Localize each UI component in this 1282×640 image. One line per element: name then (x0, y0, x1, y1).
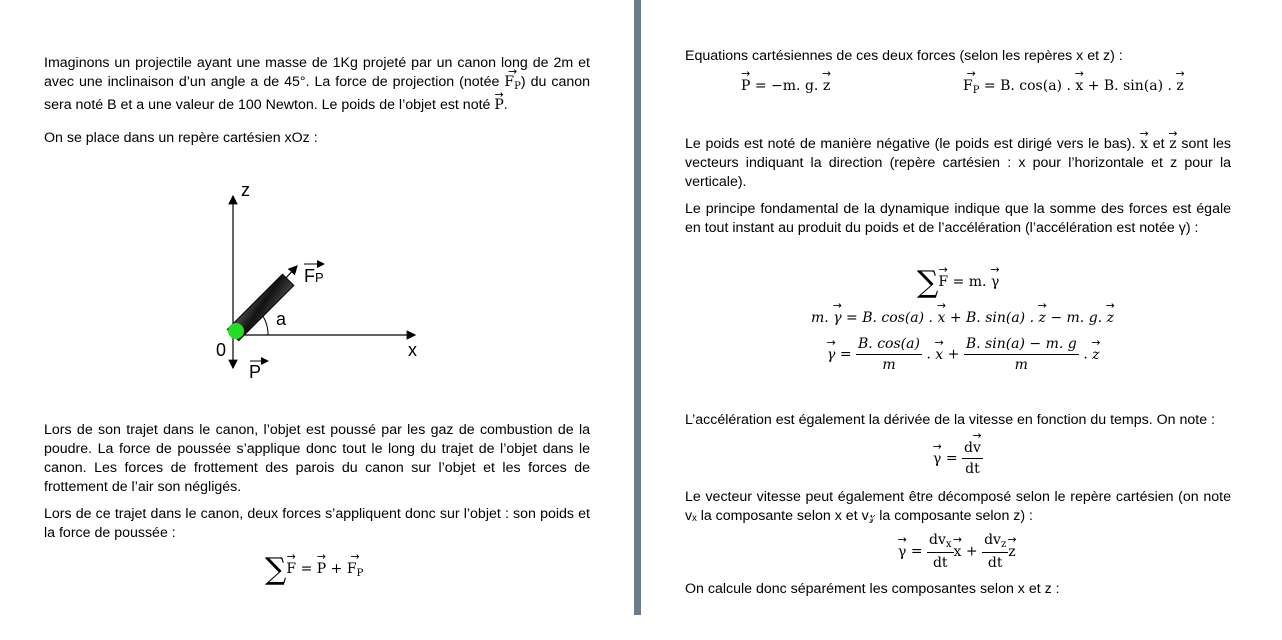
newton-equation: ∑→ F = m. → γ (917, 265, 999, 300)
intro-text: Imaginons un projectile ayant une masse de 1Kg projeté par un canon long de 2m et avec une inclinaison d’un angle a de 45°. La force de projection (notée (44, 55, 590, 90)
p-label: P (249, 362, 262, 382)
projectile (228, 323, 244, 339)
velocity-equation: → γ = $\frac{dv_x}{dt}$ → x + $\frac{dv_z}{dt}$ → z (898, 532, 1016, 571)
acceleration-expansion: m. → γ = B. cos(a) . → x + B. sin(a) . → z − m. g. → z (811, 310, 1114, 326)
z-axis-label: z (241, 180, 250, 200)
page-separator (634, 0, 641, 615)
right-page (641, 0, 1282, 640)
intro-paragraph: Imaginons un projectile ayant une masse de 1Kg projeté par un canon long de 2m et avec une inclinaison d’un angle a de 45°. La force de projection (notée → $F_P$) du canon sera noté B et a une valeur de 100 Newton. Le poids de l’objet est noté → P. (44, 54, 590, 115)
fp-label: FP (304, 266, 324, 286)
forces-paragraph: Lors de ce trajet dans le canon, deux forces s’appliquent donc sur l’objet : son poids et la force de poussée : (44, 506, 590, 541)
x-axis-label: x (408, 340, 417, 360)
left-page (0, 0, 634, 640)
dynamics-paragraph: Le principe fondamental de la dynamique indique que la somme des forces est égale en tout instant au produit du poids et de l’accélération (l’accélération est notée γ) : (685, 201, 1231, 236)
derivative-paragraph: L’accélération est également la dérivée de la vitesse en fonction du temps. On note : (685, 412, 1215, 428)
velocity-paragraph: Le vecteur vitesse peut également être décomposé selon le repère cartésien (on note vₓ la composante selon x et v𝓏 la composante selon z) : (685, 489, 1231, 524)
weight-explanation: Le poids est noté de manière négative (le poids est dirigé vers le bas). → x et → z sont les vecteurs indiquant la direction (repère cartésien : x pour l’horizontale et z pour la verticale). (685, 135, 1231, 192)
angle-label: a (276, 309, 287, 329)
sum-forces-equation: ∑→ F = → P + → $F_P$ (265, 552, 363, 587)
p-symbol: → P (494, 97, 503, 113)
weight-equation: → P = −m. g. → z (741, 78, 830, 94)
components-paragraph: On calcule donc séparément les composantes selon x et z : (685, 581, 1060, 597)
derivative-equation: → γ = $\frac{d\to v}{dt}$ (933, 440, 983, 477)
acceleration-fraction: → γ = $\frac{B. \cos(a)}{m}$ . → x + $\frac{B. \sin(a) - m. g}{m}$ . → z (827, 336, 1100, 373)
cartesian-intro: Equations cartésiennes de ces deux forces (selon les repères x et z) : (685, 48, 1123, 64)
origin-label: 0 (216, 340, 227, 360)
repere-paragraph: On se place dans un repère cartésien xOz : (44, 130, 318, 146)
intro-text-mid: ) du canon sera noté B et a une valeur de 100 Newton. Le poids de l’objet est noté (44, 74, 591, 113)
fp-symbol: → $F_P$ (504, 74, 520, 90)
force-equation: → $F_P = B$. cos(a) . → x + B. sin(a) . → z (963, 78, 1184, 96)
trajectory-paragraph: Lors de son trajet dans le canon, l’objet est poussé par les gaz de combustion de la poudre. La force de poussée s’applique donc tout le long du trajet de l’objet dans le canon. Les forces de frottement des parois du canon sur l’objet et les forces de frottement de l’air son négligés. (44, 422, 590, 495)
